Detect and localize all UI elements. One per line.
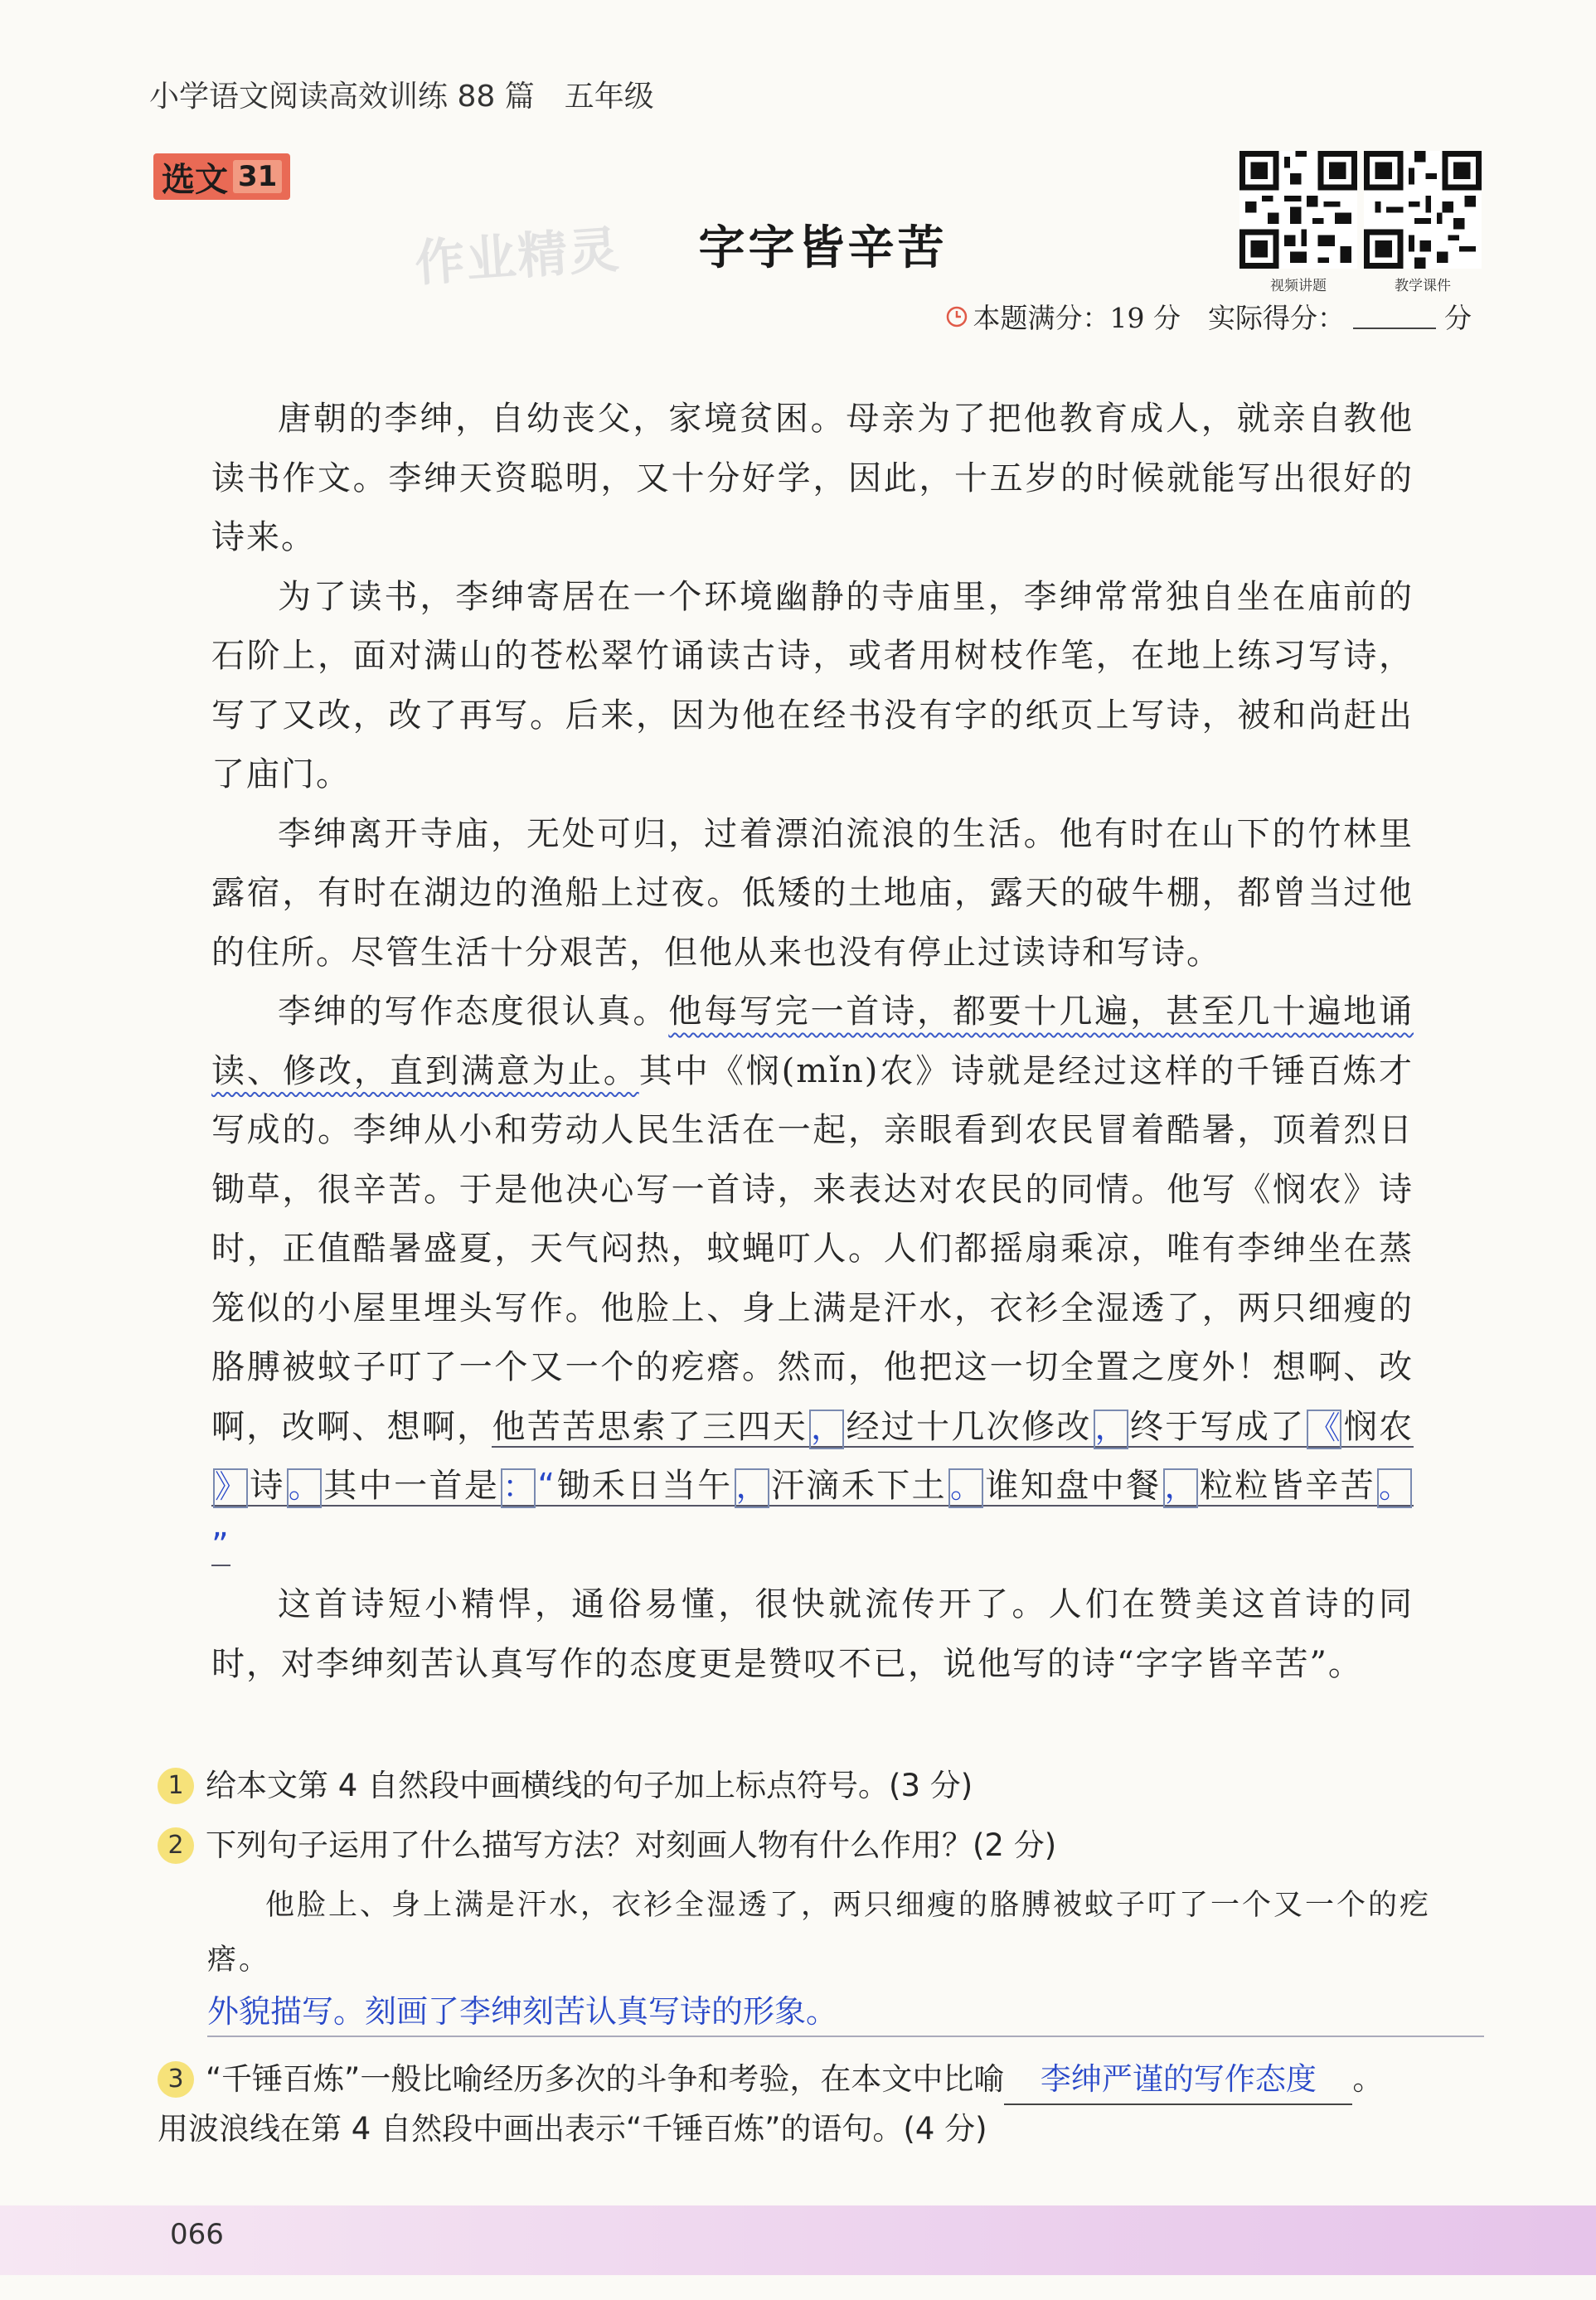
book-title: 小学语文阅读高效训练 88 篇 五年级	[149, 80, 654, 114]
clock-icon	[945, 305, 968, 328]
punct-box[interactable]: ：	[501, 1468, 536, 1508]
punct-box[interactable]: 。	[1377, 1468, 1412, 1508]
question-text: 下列句子运用了什么描写方法？对刻画人物有什么作用？(2 分)	[206, 1827, 1057, 1863]
watermark: 作业精灵	[413, 221, 623, 294]
page-number: 066	[170, 2218, 224, 2251]
question-1	[158, 1762, 1484, 1810]
punct-box[interactable]: ，	[1163, 1468, 1198, 1508]
page-title: 字字皆辛苦	[698, 221, 948, 275]
wavy-underlined-sentence: 他每写完一首诗，都要十几遍，甚至几十遍地诵读、修改，直到满意为止。	[211, 992, 1414, 1090]
paragraph-3: 李绅离开寺庙，无处可归，过着漂泊流浪的生活。他有时在山下的竹林里露宿，有时在湖边的渔船上过夜。低矮的土地庙，露天的破牛棚，都曾当过他的住所。尽管生活十分艰苦，但他从来也没有停止过读诗和写诗。	[211, 814, 1414, 972]
badge-label: 选文	[162, 159, 228, 199]
answer-2[interactable]: 外貌描写。刻画了李绅刻苦认真写诗的形象。	[207, 1987, 1484, 2037]
paragraph-1: 唐朝的李绅，自幼丧父，家境贫困。母亲为了把他教育成人，就亲自教他读书作文。李绅天资聪明，又十分好学，因此，十五岁的时候就能写出很好的诗来。	[211, 400, 1414, 556]
badge-number: 31	[233, 160, 282, 193]
punct-box[interactable]: 《	[1307, 1410, 1341, 1449]
paragraph-4	[211, 983, 1414, 1575]
question-text-c: 用波浪线在第 4 自然段中画出表示“千锤百炼”的语句。(4 分)	[158, 2111, 987, 2147]
qr-caption: 视频讲题	[1270, 278, 1327, 294]
question-number: 1	[158, 1768, 194, 1804]
quoted-sentence: 他脸上、身上满是汗水，衣衫全湿透了，两只细瘦的胳膊被蚊子叮了一个又一个的疙瘩。	[207, 1889, 1432, 1977]
selection-badge	[153, 153, 290, 200]
questions	[158, 1762, 1484, 2153]
question-3-continued	[158, 2105, 1484, 2153]
underlined-sentence: 他苦苦思索了三四天 ，经过十几次修改 ，终于写成了 《悯农》诗 。其中一首是 ：“锄禾日当午 ，汗滴禾下土 。谁知盘中餐 ，粒粒皆辛苦 。”	[211, 1407, 1414, 1565]
p4-start: 李绅的写作态度很认真。	[278, 992, 669, 1031]
article-body	[211, 390, 1414, 1694]
question-3	[158, 2055, 1484, 2105]
qr-courseware[interactable]	[1364, 151, 1482, 294]
qr-video[interactable]	[1239, 151, 1357, 294]
question-2	[158, 1822, 1484, 1870]
question-number: 2	[158, 1827, 194, 1864]
punct-box[interactable]: 。	[287, 1468, 322, 1508]
score-label: 本题满分：19 分 实际得分：	[973, 302, 1345, 334]
qr-code-icon	[1364, 151, 1482, 269]
qr-caption: 教学课件	[1395, 278, 1451, 294]
punct-box[interactable]: 。	[948, 1468, 983, 1508]
question-text-b: 。	[1352, 2061, 1384, 2097]
score-unit: 分	[1444, 302, 1472, 334]
paragraph-5: 这首诗短小精悍，通俗易懂，很快就流传开了。人们在赞美这首诗的同时，对李绅刻苦认真写作的态度更是赞叹不已，说他写的诗“字字皆辛苦”。	[211, 1585, 1414, 1683]
answer-mark: “	[537, 1467, 557, 1505]
punct-box[interactable]: ，	[1094, 1410, 1128, 1449]
answer-3-fill[interactable]: 李绅严谨的写作态度	[1004, 2055, 1352, 2105]
p4-middle: 其中《悯(mǐn)农》诗就是经过这样的千锤百炼才写成的。李绅从小和劳动人民生活在一起，亲眼看到农民冒着酷暑，顶着烈日锄草，很辛苦。于是他决心写一首诗，来表达对农民的同情。他写《悯农》诗时，正值酷暑盛夏，天气闷热，蚊蝇叮人。人们都摇扇乘凉，唯有李绅坐在蒸笼似的小屋里埋头写作。他脸上、身上满是汗水，衣衫全湿透了，两只细瘦的胳膊被蚊子叮了一个又一个的疙瘩。然而，他把这一切全置之度外！想啊、改啊，改啊、想啊，	[211, 1051, 1414, 1446]
question-number: 3	[158, 2061, 194, 2098]
question-text-a: “千锤百炼”一般比喻经历多次的斗争和考验，在本文中比喻	[206, 2061, 1005, 2097]
punct-box[interactable]: ，	[735, 1468, 769, 1508]
punct-box[interactable]: 》	[213, 1468, 248, 1508]
footer-band	[0, 2205, 1596, 2275]
question-text: 给本文第 4 自然段中画横线的句子加上标点符号。(3 分)	[206, 1768, 973, 1803]
paragraph-2: 为了读书，李绅寄居在一个环境幽静的寺庙里，李绅常常独自坐在庙前的石阶上，面对满山的苍松翠竹诵读古诗，或者用树枝作笔，在地上练习写诗，写了又改，改了再写。后来，因为他在经书没有字的纸页上写诗，被和尚赶出了庙门。	[211, 577, 1414, 793]
score-line	[945, 297, 1472, 336]
answer-mark: ”	[211, 1526, 230, 1565]
qr-code-icon	[1239, 151, 1357, 269]
punct-box[interactable]: ，	[809, 1410, 844, 1449]
score-blank[interactable]	[1353, 304, 1436, 329]
